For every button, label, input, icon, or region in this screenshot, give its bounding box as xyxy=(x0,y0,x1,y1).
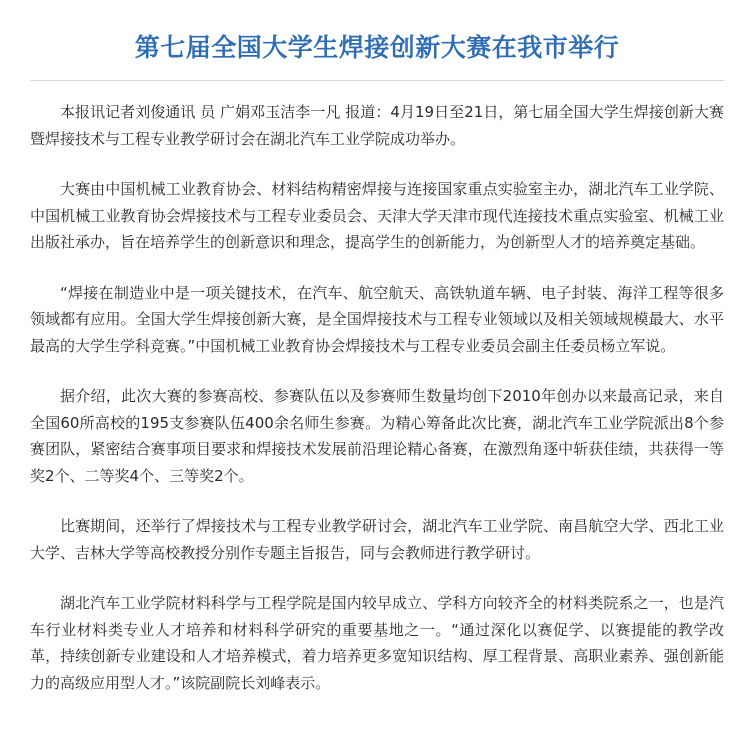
article-paragraph-3: “焊接在制造业中是一项关键技术，在汽车、航空航天、高铁轨道车辆、电子封装、海洋工程等很多领域都有应用。全国大学生焊接创新大赛，是全国焊接技术与工程专业领域以及相关领域规模最大、水平最高的大学生学科竞赛。”中国机械工业教育协会焊接技术与工程专业委员会副主任委员杨立军说。 xyxy=(30,283,724,355)
article-paragraph-5: 比赛期间，还举行了焊接技术与工程专业教学研讨会，湖北汽车工业学院、南昌航空大学、西北工业大学、吉林大学等高校教授分别作专题主旨报告，同与会教师进行教学研讨。 xyxy=(30,517,724,562)
title-divider xyxy=(30,80,724,81)
article-paragraph-4: 据介绍，此次大赛的参赛高校、参赛队伍以及参赛师生数量均创下2010年创办以来最高记录，来自全国60所高校的195支参赛队伍400余名师生参赛。为精心筹备此次比赛，湖北汽车工业学院派出8个参赛团队，紧密结合赛事项目要求和焊接技术发展前沿理论精心备赛，在激烈角逐中斩获佳绩，共获得一等奖2个、二等奖4个、三等奖2个。 xyxy=(30,387,724,485)
article-title: 第七届全国大学生焊接创新大赛在我市举行 xyxy=(134,33,620,62)
article-paragraph-2: 大赛由中国机械工业教育协会、材料结构精密焊接与连接国家重点实验室主办，湖北汽车工业学院、中国机械工业教育协会焊接技术与工程专业委员会、天津大学天津市现代连接技术重点实验室、机械工业出版社承办，旨在培养学生的创新意识和理念，提高学生的创新能力，为创新型人才的培养奠定基础。 xyxy=(30,180,724,251)
article-paragraph-6: 湖北汽车工业学院材料科学与工程学院是国内较早成立、学科方向较齐全的材料类院系之一，也是汽车行业材料类专业人才培养和材料科学研究的重要基地之一。“通过深化以赛促学、以赛提能的教学改革，持续创新专业建设和人才培养模式，着力培养更多宽知识结构、厚工程背景、高职业素养、强创新能力的高级应用型人才。”该院副院长刘峰表示。 xyxy=(30,594,724,692)
article-paragraph-1: 本报讯记者刘俊通讯 员 广娟邓玉洁李一凡 报道：4月19日至21日，第七届全国大学生焊接创新大赛暨焊接技术与工程专业教学研讨会在湖北汽车工业学院成功举办。 xyxy=(30,103,724,148)
